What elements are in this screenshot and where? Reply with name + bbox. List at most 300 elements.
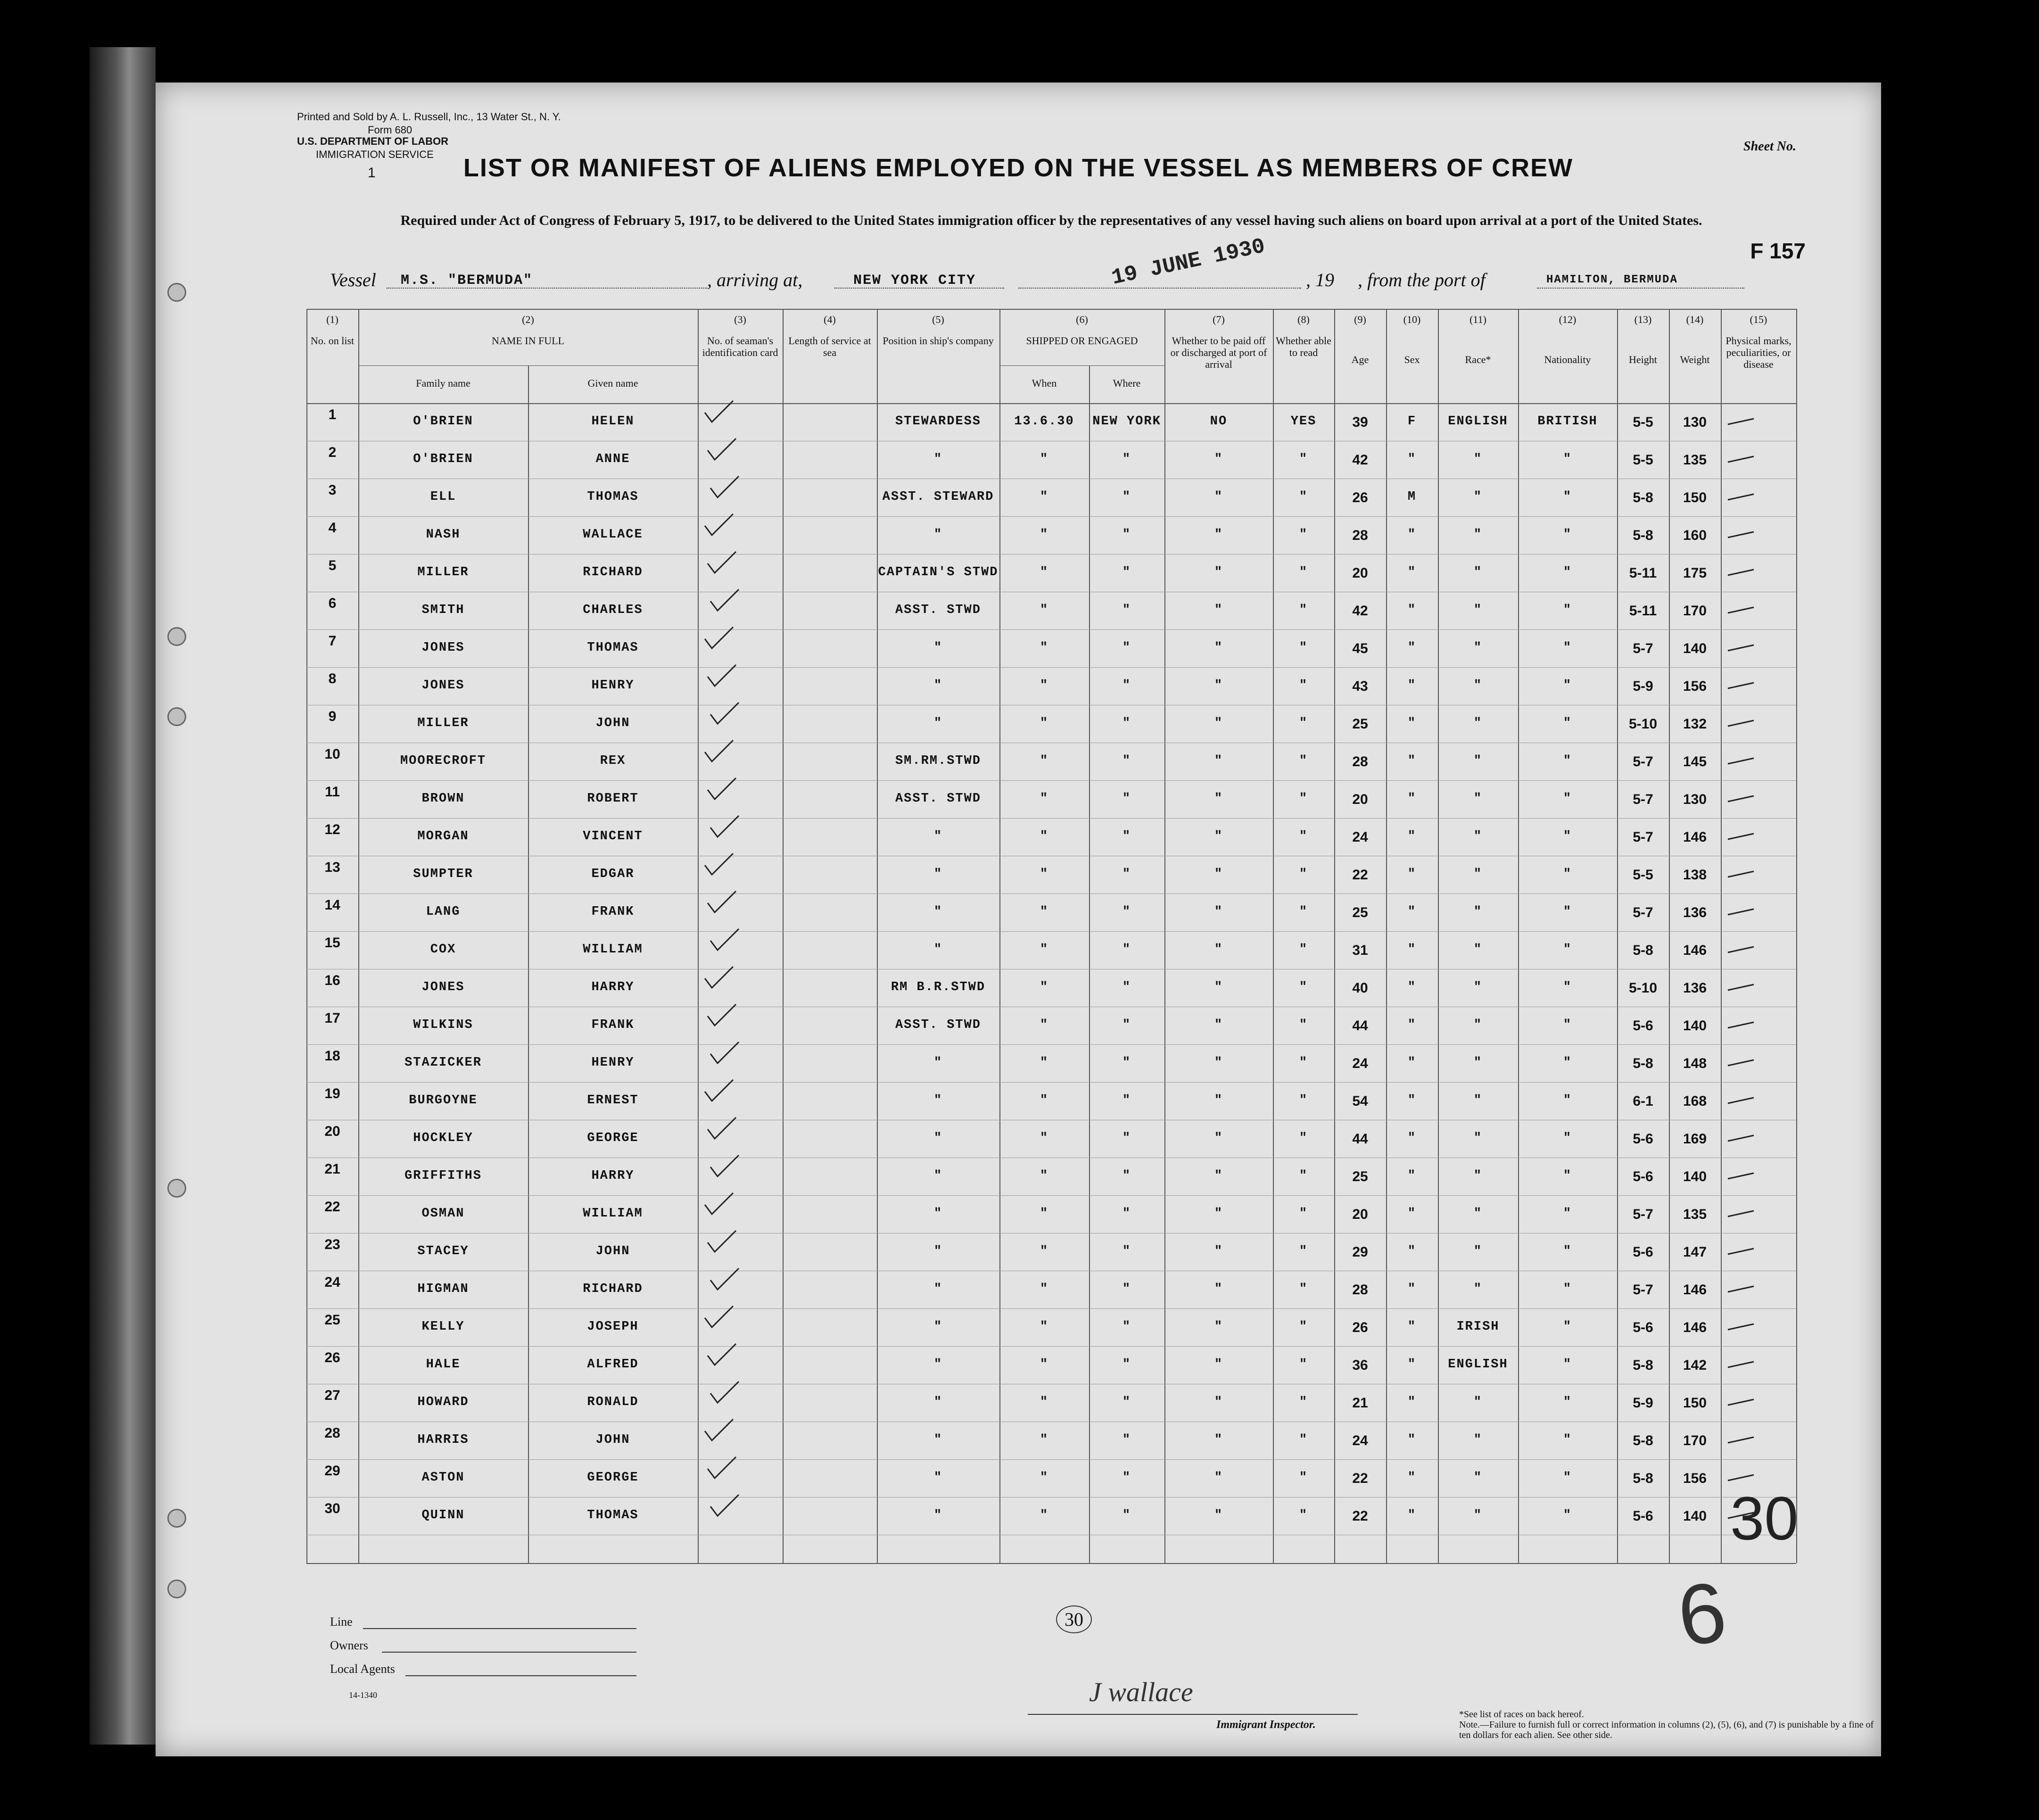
cell-when: " [1040, 641, 1049, 655]
cell-where: " [1122, 1433, 1131, 1447]
cell-read: " [1299, 603, 1308, 617]
cell-when: " [1040, 528, 1049, 542]
cell-read: " [1299, 452, 1308, 466]
cell-nationality: " [1563, 867, 1572, 881]
cell-race: " [1473, 641, 1483, 655]
sheet-number-label: Sheet No. [1743, 139, 1796, 154]
header-num-c4: (4) [824, 314, 836, 325]
cell-age: 22 [1352, 1508, 1368, 1524]
cell-age: 28 [1352, 754, 1368, 769]
cell-race: " [1473, 1433, 1483, 1447]
cell-weight: 132 [1683, 716, 1707, 732]
cell-nationality: " [1563, 943, 1572, 957]
cell-sex: " [1407, 1433, 1417, 1447]
cell-when: " [1040, 678, 1049, 693]
header-c6: SHIPPED OR ENGAGED [1026, 335, 1138, 347]
cell-when: " [1040, 867, 1049, 881]
cell-age: 42 [1352, 603, 1368, 619]
line-label: Line [330, 1615, 353, 1629]
cell-family: HOCKLEY [413, 1131, 473, 1145]
cell-family: ASTON [421, 1471, 465, 1485]
cell-sex: " [1407, 603, 1417, 617]
header-where: Where [1113, 377, 1141, 389]
cell-no: 5 [328, 558, 337, 573]
header-num-c10: (10) [1403, 314, 1421, 325]
cell-weight: 130 [1683, 414, 1707, 430]
cell-weight: 156 [1683, 678, 1707, 694]
dash-mark-icon [1725, 1386, 1758, 1415]
cell-height: 5-6 [1633, 1508, 1653, 1524]
cell-sex: " [1407, 1357, 1417, 1372]
cell-age: 20 [1352, 1207, 1368, 1222]
check-mark-icon [708, 1153, 741, 1181]
cell-when: 13.6.30 [1014, 414, 1074, 429]
cell-no: 26 [324, 1350, 340, 1365]
cell-position: " [933, 1357, 943, 1372]
cell-weight: 138 [1683, 867, 1707, 883]
cell-family: STAZICKER [404, 1056, 482, 1070]
printer-mark: 1 [368, 165, 376, 181]
check-mark-icon [705, 889, 738, 917]
cell-when: " [1040, 943, 1049, 957]
cell-sex: " [1407, 754, 1417, 768]
cell-age: 40 [1352, 980, 1368, 996]
cell-weight: 170 [1683, 603, 1707, 619]
cell-nationality: " [1563, 603, 1572, 617]
dash-mark-icon [1725, 1348, 1758, 1377]
form-code: 14-1340 [349, 1690, 377, 1700]
cell-nationality: " [1563, 1093, 1572, 1108]
cell-where: " [1122, 678, 1131, 693]
check-mark-icon [705, 1115, 738, 1143]
cell-nationality: " [1563, 641, 1572, 655]
cell-where: " [1122, 641, 1131, 655]
cell-height: 5-9 [1633, 678, 1653, 694]
cell-age: 26 [1352, 1320, 1368, 1335]
cell-nationality: " [1563, 905, 1572, 919]
cell-age: 22 [1352, 867, 1368, 883]
header-num-c9: (9) [1354, 314, 1366, 325]
cell-age: 24 [1352, 1433, 1368, 1448]
cell-height: 5-8 [1633, 1471, 1653, 1486]
cell-family: OSMAN [421, 1207, 465, 1221]
cell-sex: " [1407, 565, 1417, 579]
cell-where: " [1122, 1471, 1131, 1485]
dash-mark-icon [1725, 481, 1758, 509]
cell-height: 5-7 [1633, 1282, 1653, 1298]
cell-position: " [933, 867, 943, 881]
cell-paid: " [1214, 490, 1223, 504]
cell-given: HENRY [591, 1056, 635, 1070]
cell-paid: " [1214, 1320, 1223, 1334]
cell-race: " [1473, 452, 1483, 466]
dash-mark-icon [1725, 670, 1758, 698]
cell-paid: " [1214, 1207, 1223, 1221]
footer-notes [1459, 1709, 1883, 1740]
cell-position: " [933, 1471, 943, 1485]
cell-no: 19 [324, 1086, 340, 1101]
cell-family: QUINN [421, 1508, 465, 1522]
cell-weight: 150 [1683, 490, 1707, 505]
cell-age: 29 [1352, 1244, 1368, 1260]
cell-where: " [1122, 1056, 1131, 1070]
cell-read: " [1299, 792, 1308, 806]
cell-read: " [1299, 1093, 1308, 1108]
cell-nationality: " [1563, 452, 1572, 466]
cell-height: 5-8 [1633, 528, 1653, 543]
cell-family: JONES [421, 678, 465, 693]
cell-no: 16 [324, 973, 340, 988]
dash-mark-icon [1725, 1198, 1758, 1226]
cell-sex: " [1407, 1395, 1417, 1409]
cell-no: 14 [324, 897, 340, 913]
cell-height: 5-7 [1633, 754, 1653, 769]
cell-weight: 146 [1683, 1282, 1707, 1298]
check-mark-icon [702, 1417, 735, 1445]
arriving-port: NEW YORK CITY [853, 273, 976, 289]
cell-no: 29 [324, 1463, 340, 1479]
dash-mark-icon [1725, 556, 1758, 585]
cell-race: " [1473, 792, 1483, 806]
header-num-c6: (6) [1076, 314, 1088, 325]
cell-family: HALE [426, 1357, 461, 1372]
header-c5: Position in ship's company [883, 335, 994, 347]
cell-sex: " [1407, 1056, 1417, 1070]
check-mark-icon [708, 1492, 741, 1521]
cell-position: " [933, 678, 943, 693]
cell-where: " [1122, 792, 1131, 806]
header-c12: Nationality [1544, 354, 1591, 365]
page-subtitle: Required under Act of Congress of February 5, 1917, to be delivered to the United States immigration officer by the representatives of any vessel having such aliens on board upon arrival at a port of the United States. [400, 213, 1702, 228]
cell-read: " [1299, 867, 1308, 881]
crew-table [306, 309, 1796, 1582]
cell-family: MILLER [417, 716, 469, 730]
check-mark-icon [708, 927, 741, 955]
check-mark-icon [702, 1077, 735, 1106]
cell-when: " [1040, 792, 1049, 806]
check-mark-icon [705, 776, 738, 804]
cell-where: NEW YORK [1092, 414, 1161, 429]
year-label: , 19 [1306, 269, 1334, 290]
cell-paid: " [1214, 792, 1223, 806]
cell-family: HOWARD [417, 1395, 469, 1409]
check-mark-icon [705, 436, 738, 464]
cell-age: 42 [1352, 452, 1368, 468]
vessel-name: M.S. "BERMUDA" [401, 273, 533, 289]
cell-given: GEORGE [587, 1131, 639, 1145]
cell-race: ENGLISH [1448, 1357, 1508, 1372]
page-title: LIST OR MANIFEST OF ALIENS EMPLOYED ON THE VESSEL AS MEMBERS OF CREW [463, 154, 1574, 182]
cell-where: " [1122, 1207, 1131, 1221]
cell-read: " [1299, 565, 1308, 579]
header-family: Family name [416, 377, 471, 389]
cell-no: 1 [328, 407, 337, 422]
cell-read: " [1299, 1320, 1308, 1334]
cell-where: " [1122, 528, 1131, 542]
cell-sex: " [1407, 678, 1417, 693]
header-c8: Whether able to read [1276, 335, 1331, 358]
cell-height: 5-8 [1633, 1433, 1653, 1448]
cell-weight: 156 [1683, 1471, 1707, 1486]
check-mark-icon [702, 851, 735, 879]
cell-no: 18 [324, 1048, 340, 1064]
cell-age: 26 [1352, 490, 1368, 505]
cell-sex: " [1407, 1093, 1417, 1108]
cell-no: 6 [328, 596, 337, 611]
dash-mark-icon [1725, 443, 1758, 472]
cell-nationality: " [1563, 565, 1572, 579]
cell-weight: 142 [1683, 1357, 1707, 1373]
dash-mark-icon [1725, 783, 1758, 811]
cell-age: 39 [1352, 414, 1368, 430]
cell-sex: " [1407, 1169, 1417, 1183]
cell-given: EDGAR [591, 867, 635, 881]
cell-no: 3 [328, 482, 337, 498]
cell-when: " [1040, 1508, 1049, 1522]
cell-when: " [1040, 1056, 1049, 1070]
cell-family: MOORECROFT [400, 754, 487, 768]
cell-when: " [1040, 490, 1049, 504]
cell-read: " [1299, 905, 1308, 919]
cell-paid: " [1214, 716, 1223, 730]
cell-where: " [1122, 980, 1131, 994]
department: U.S. DEPARTMENT OF LABOR [297, 135, 449, 147]
check-mark-icon [708, 700, 741, 728]
cell-given: ALFRED [587, 1357, 639, 1372]
cell-when: " [1040, 1282, 1049, 1296]
dash-mark-icon [1725, 1160, 1758, 1188]
form-number: Form 680 [368, 124, 413, 136]
cell-nationality: " [1563, 980, 1572, 994]
cell-where: " [1122, 1395, 1131, 1409]
cell-read: " [1299, 1169, 1308, 1183]
check-mark-icon [705, 549, 738, 578]
cell-position: " [933, 1282, 943, 1296]
cell-no: 21 [324, 1161, 340, 1177]
cell-nationality: " [1563, 1508, 1572, 1522]
check-mark-icon [702, 964, 735, 993]
cell-given: THOMAS [587, 641, 639, 655]
cell-height: 5-6 [1633, 1169, 1653, 1184]
dash-mark-icon [1725, 405, 1758, 434]
cell-sex: M [1407, 490, 1417, 504]
check-mark-icon [705, 1341, 738, 1370]
date-stamp: 19 JUNE 1930 [1109, 234, 1268, 290]
cell-sex: " [1407, 452, 1417, 466]
cell-age: 25 [1352, 905, 1368, 920]
cell-family: GRIFFITHS [404, 1169, 482, 1183]
cell-given: JOHN [595, 1244, 630, 1258]
cell-paid: " [1214, 1244, 1223, 1258]
cell-paid: " [1214, 1433, 1223, 1447]
cell-where: " [1122, 716, 1131, 730]
cell-height: 5-6 [1633, 1131, 1653, 1147]
cell-given: JOSEPH [587, 1320, 639, 1334]
dash-mark-icon [1725, 632, 1758, 660]
cell-age: 54 [1352, 1093, 1368, 1109]
cell-when: " [1040, 1018, 1049, 1032]
dash-mark-icon [1725, 1424, 1758, 1452]
dash-mark-icon [1725, 1084, 1758, 1113]
cell-no: 24 [324, 1274, 340, 1290]
check-mark-icon [708, 1040, 741, 1068]
cell-age: 36 [1352, 1357, 1368, 1373]
cell-race: " [1473, 1131, 1483, 1145]
cell-family: HIGMAN [417, 1282, 469, 1296]
cell-family: KELLY [421, 1320, 465, 1334]
check-mark-icon [702, 398, 735, 427]
cell-given: REX [600, 754, 626, 768]
cell-weight: 140 [1683, 641, 1707, 656]
cell-family: BROWN [421, 792, 465, 806]
cell-position: RM B.R.STWD [891, 980, 986, 994]
cell-paid: " [1214, 641, 1223, 655]
cell-where: " [1122, 1169, 1131, 1183]
cell-race: " [1473, 1018, 1483, 1032]
cell-sex: " [1407, 792, 1417, 806]
cell-age: 22 [1352, 1471, 1368, 1486]
header-num-c7: (7) [1213, 314, 1225, 325]
cell-when: " [1040, 980, 1049, 994]
manifest-page [156, 83, 1881, 1756]
total-count: 30 [1730, 1484, 1799, 1553]
service: IMMIGRATION SERVICE [316, 149, 434, 160]
dash-mark-icon [1725, 594, 1758, 622]
cell-position: " [933, 1093, 943, 1108]
cell-when: " [1040, 829, 1049, 844]
cell-nationality: " [1563, 1207, 1572, 1221]
header-c10: Sex [1404, 354, 1420, 365]
cell-paid: " [1214, 1282, 1223, 1296]
cell-no: 27 [324, 1388, 340, 1403]
cell-family: LANG [426, 905, 461, 919]
cell-position: " [933, 1395, 943, 1409]
cell-weight: 170 [1683, 1433, 1707, 1448]
cell-height: 5-5 [1633, 452, 1653, 468]
cell-paid: " [1214, 1093, 1223, 1108]
cell-no: 8 [328, 671, 337, 687]
cell-where: " [1122, 603, 1131, 617]
header-c1: No. on list [310, 335, 355, 347]
cell-weight: 136 [1683, 905, 1707, 920]
cell-family: STACEY [417, 1244, 469, 1258]
cell-position: " [933, 1056, 943, 1070]
cell-weight: 140 [1683, 1018, 1707, 1034]
cell-nationality: " [1563, 1471, 1572, 1485]
cell-position: " [933, 641, 943, 655]
dash-mark-icon [1725, 745, 1758, 773]
cell-family: JONES [421, 641, 465, 655]
cell-weight: 168 [1683, 1093, 1707, 1109]
cell-sex: " [1407, 1471, 1417, 1485]
cell-no: 28 [324, 1425, 340, 1441]
cell-read: " [1299, 1357, 1308, 1372]
cell-given: HARRY [591, 1169, 635, 1183]
cell-race: " [1473, 565, 1483, 579]
cell-paid: " [1214, 867, 1223, 881]
cell-nationality: BRITISH [1537, 414, 1598, 429]
cell-nationality: " [1563, 1131, 1572, 1145]
check-mark-icon [705, 1228, 738, 1257]
cell-read: " [1299, 490, 1308, 504]
cell-sex: " [1407, 829, 1417, 844]
cell-family: MILLER [417, 565, 469, 579]
cell-race: ENGLISH [1448, 414, 1508, 429]
cell-no: 10 [324, 746, 340, 762]
cell-age: 28 [1352, 1282, 1368, 1298]
cell-given: HENRY [591, 678, 635, 693]
cell-read: " [1299, 1282, 1308, 1296]
cell-paid: " [1214, 905, 1223, 919]
cell-race: " [1473, 1282, 1483, 1296]
cell-family: MORGAN [417, 829, 469, 844]
cell-no: 11 [325, 784, 340, 800]
header-num-c1: (1) [326, 314, 338, 325]
cell-position: SM.RM.STWD [895, 754, 982, 768]
header-when: When [1032, 377, 1057, 389]
dash-mark-icon [1725, 820, 1758, 849]
cell-race: " [1473, 490, 1483, 504]
dash-mark-icon [1725, 1009, 1758, 1037]
owners-label: Owners [330, 1638, 368, 1652]
cell-height: 5-6 [1633, 1244, 1653, 1260]
cell-sex: " [1407, 867, 1417, 881]
cell-read: " [1299, 943, 1308, 957]
cell-race: " [1473, 1207, 1483, 1221]
cell-age: 24 [1352, 1056, 1368, 1071]
cell-no: 15 [324, 935, 340, 951]
cell-weight: 146 [1683, 1320, 1707, 1335]
header-num-c14: (14) [1686, 314, 1704, 325]
cell-age: 25 [1352, 716, 1368, 732]
cell-weight: 145 [1683, 754, 1707, 769]
header-num-c5: (5) [932, 314, 944, 325]
cell-where: " [1122, 1093, 1131, 1108]
cell-given: THOMAS [587, 490, 639, 504]
cell-race: " [1473, 1244, 1483, 1258]
cell-race: " [1473, 603, 1483, 617]
cell-read: " [1299, 1056, 1308, 1070]
cell-age: 20 [1352, 565, 1368, 581]
cell-read: " [1299, 1244, 1308, 1258]
cell-family: BURGOYNE [409, 1093, 478, 1108]
cell-where: " [1122, 867, 1131, 881]
header-num-c8: (8) [1297, 314, 1310, 325]
cell-family: ELL [430, 490, 456, 504]
cell-read: " [1299, 1508, 1308, 1522]
cell-paid: " [1214, 1056, 1223, 1070]
check-mark-icon [708, 1379, 741, 1407]
cell-height: 5-8 [1633, 1357, 1653, 1373]
cell-position: " [933, 452, 943, 466]
cell-where: " [1122, 829, 1131, 844]
header-c3: No. of seaman's identification card [702, 335, 778, 358]
cell-race: " [1473, 528, 1483, 542]
cell-when: " [1040, 1471, 1049, 1485]
cell-height: 5-7 [1633, 641, 1653, 656]
cell-sex: F [1407, 414, 1417, 429]
cell-sex: " [1407, 943, 1417, 957]
cell-given: FRANK [591, 1018, 635, 1032]
cell-when: " [1040, 716, 1049, 730]
cell-position: " [933, 829, 943, 844]
cell-sex: " [1407, 1207, 1417, 1221]
inspector-label: Immigrant Inspector. [1216, 1719, 1316, 1731]
cell-given: JOHN [595, 716, 630, 730]
cell-weight: 135 [1683, 452, 1707, 468]
vessel-label: Vessel [330, 269, 376, 290]
cell-given: WALLACE [583, 528, 643, 542]
